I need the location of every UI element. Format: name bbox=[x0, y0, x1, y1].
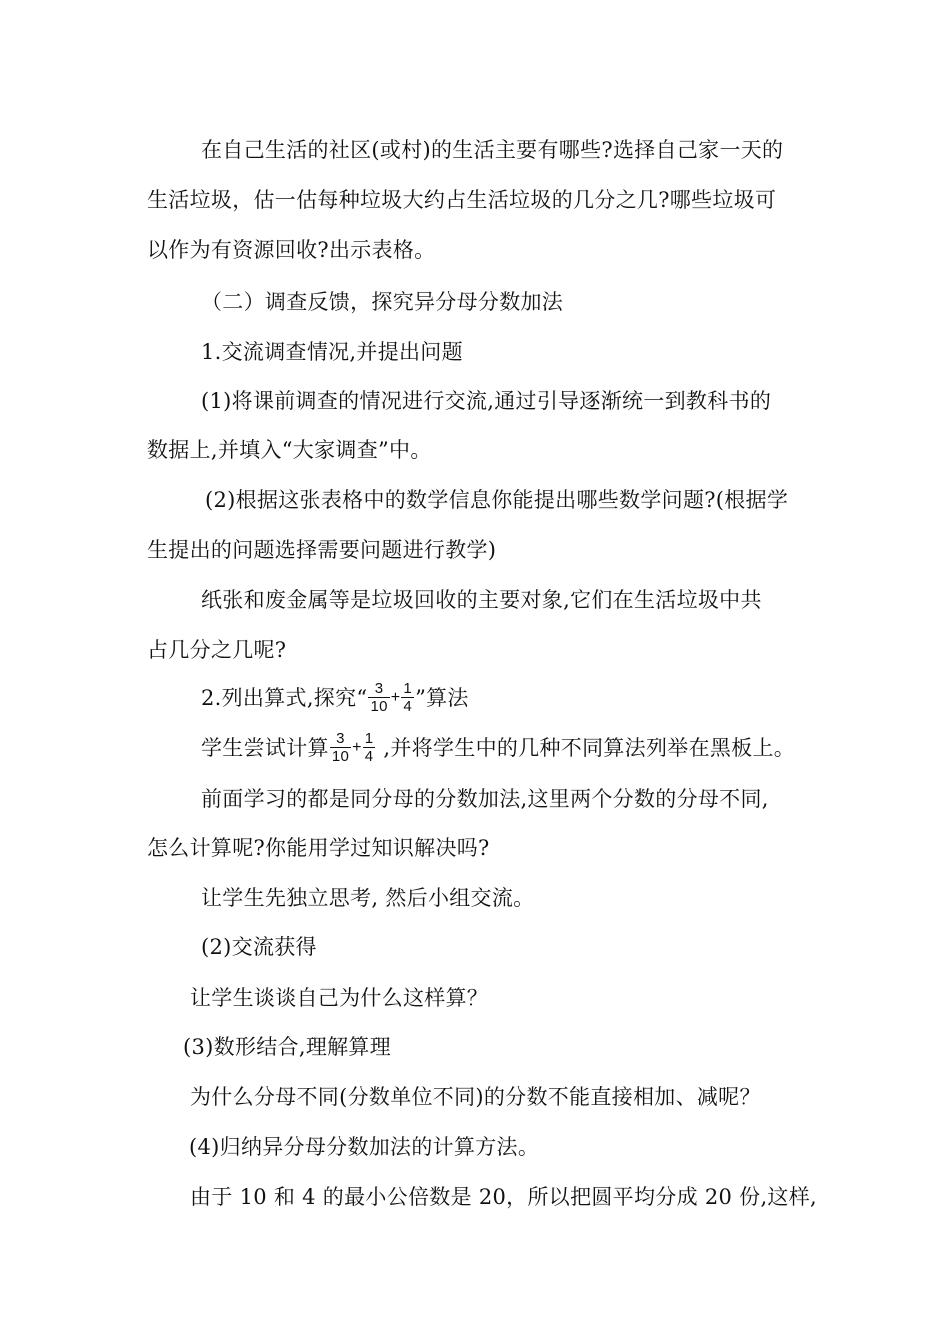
fraction-numerator: 3 bbox=[368, 680, 389, 698]
paragraph-line: 前面学习的都是同分母的分数加法,这里两个分数的分母不同, bbox=[201, 787, 769, 811]
formula-text-before: 2.列出算式,探究“ bbox=[201, 686, 368, 710]
fraction-numerator: 1 bbox=[403, 680, 413, 697]
formula-text-after: ,并将学生中的几种不同算法列举在黑板上。 bbox=[376, 736, 796, 760]
fraction bbox=[368, 680, 389, 715]
section-heading: （二）调查反馈，探究异分母分数加法 bbox=[201, 290, 564, 314]
formula-line bbox=[201, 732, 795, 767]
fraction-denominator: 10 bbox=[331, 748, 350, 765]
plus-sign: + bbox=[390, 688, 401, 706]
fraction-numerator: 3 bbox=[330, 730, 351, 748]
paragraph-line: (3)数形结合,理解算理 bbox=[183, 1035, 392, 1059]
fraction bbox=[401, 680, 414, 715]
fraction-denominator: 10 bbox=[370, 698, 388, 715]
paragraph-line: 在自己生活的社区(或村)的生活主要有哪些?选择自己家一天的 bbox=[201, 138, 784, 162]
paragraph-line: 由于 10 和 4 的最小公倍数是 20，所以把圆平均分成 20 份,这样, bbox=[190, 1185, 818, 1209]
paragraph-line: (2)根据这张表格中的数学信息你能提出哪些数学问题?(根据学 bbox=[205, 488, 789, 512]
paragraph-line: (4)归纳异分母分数加法的计算方法。 bbox=[189, 1135, 540, 1159]
paragraph-line: 生提出的问题选择需要问题进行教学) bbox=[147, 538, 497, 562]
paragraph-line: (1)将课前调查的情况进行交流,通过引导逐渐统一到教科书的 bbox=[201, 389, 772, 413]
fraction-denominator: 4 bbox=[403, 698, 413, 715]
paragraph-line: 占几分之几呢? bbox=[147, 638, 287, 662]
fraction bbox=[330, 730, 351, 765]
formula-text-after: ”算法 bbox=[415, 686, 469, 710]
paragraph-line: 让学生谈谈自己为什么这样算？ bbox=[190, 986, 489, 1010]
fraction bbox=[363, 730, 376, 765]
paragraph-line: 数据上,并填入“大家调查”中。 bbox=[147, 438, 432, 462]
paragraph-line: 让学生先独立思考, 然后小组交流。 bbox=[201, 886, 535, 910]
paragraph-line: 怎么计算呢?你能用学过知识解决吗? bbox=[147, 836, 490, 860]
formula-text-before: 学生尝试计算 bbox=[201, 736, 329, 760]
subsection-heading: 1.交流调查情况,并提出问题 bbox=[201, 340, 463, 364]
paragraph-line: 为什么分母不同(分数单位不同)的分数不能直接相加、减呢？ bbox=[190, 1085, 761, 1109]
paragraph-line: 纸张和废金属等是垃圾回收的主要对象,它们在生活垃圾中共 bbox=[201, 588, 762, 612]
formula-line bbox=[201, 682, 469, 717]
fraction-numerator: 1 bbox=[364, 730, 374, 747]
plus-sign: + bbox=[352, 738, 362, 756]
paragraph-line: (2)交流获得 bbox=[201, 935, 317, 959]
paragraph-line: 以作为有资源回收?出示表格。 bbox=[147, 238, 436, 262]
fraction-denominator: 4 bbox=[364, 748, 374, 765]
paragraph-line: 生活垃圾，估一估每种垃圾大约占生活垃圾的几分之几?哪些垃圾可 bbox=[147, 188, 777, 212]
